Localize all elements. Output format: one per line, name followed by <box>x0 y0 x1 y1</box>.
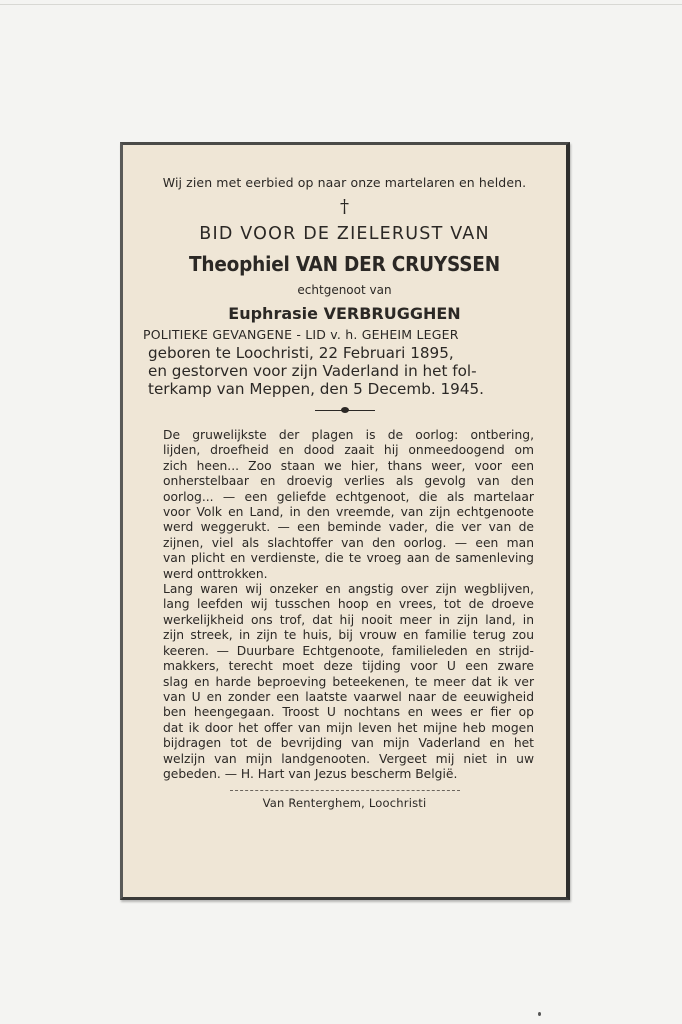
text-line: lang leefden wij tusschen hoop en vrees, tot de droeve <box>163 597 534 612</box>
text-line: lijden, droefheid en dood zaait hij onmeedoogend om <box>163 443 534 458</box>
motto: Wij zien met eerbied op naar onze martelaren en helden. <box>162 175 527 190</box>
printer-credit: Van Renterghem, Loochristi <box>262 796 427 811</box>
spouse-name <box>123 304 566 323</box>
text-line: gebeden. — H. Hart van Jezus bescherm België. <box>163 766 458 781</box>
dust-speck <box>538 1012 541 1016</box>
bio-line: geboren te Loochristi, 22 Februari 1895, <box>148 344 454 362</box>
text-line: De gruwelijkste der plagen is de oorlog: ontbering, <box>163 428 534 442</box>
spouse-last-name: VERBRUGGHEN <box>323 304 461 323</box>
text-line: werd weggerukt. — een beminde vader, die ver van de <box>163 520 534 535</box>
prayer-heading: BID VOOR DE ZIELERUST VAN <box>199 224 490 244</box>
text-line: voor Volk en Land, in den vreemde, van zijn echtgenoote <box>163 505 534 520</box>
text-line: Lang waren wij onzeker en angstig over zijn wegblijven, <box>163 582 534 597</box>
text-line: werd onttrokken. <box>163 566 268 581</box>
role-line: POLITIEKE GEVANGENE - LID v. h. GEHEIM LEGER <box>143 327 459 342</box>
text-line: dat ik door het offer van mijn leven het mijne heb mogen <box>163 720 534 735</box>
text-line: makkers, terecht moet deze tijding voor U een zware <box>163 659 534 674</box>
text-line: welzijn van mijn landgenooten. Vergeet mij niet in uw <box>163 751 534 766</box>
relation-text: echtgenoot van <box>297 283 392 297</box>
cross-icon: † <box>340 196 349 217</box>
text-line: keeren. — Duurbare Echtgenoote, familieleden en strijd- <box>163 643 534 658</box>
text-line: ben heengegaan. Troost U nochtans en wees er fier op <box>163 705 534 720</box>
deceased-name: Theophiel VAN DER CRUYSSEN <box>189 252 500 276</box>
text-line: bijdragen tot de bevrijding van mijn Vaderland en het <box>163 736 534 751</box>
text-line: oorlog... — een geliefde echtgenoot, die als martelaar <box>163 489 534 504</box>
text-line: werkelijkheid ons trof, dat hij nooit meer in zijn land, in <box>163 612 534 627</box>
text-line: zich heen... Zoo staan we hier, thans weer, voor een <box>163 458 534 473</box>
bio-line: terkamp van Meppen, den 5 Decemb. 1945. <box>148 380 484 398</box>
spouse-first-name: Euphrasie <box>228 304 318 323</box>
bio-line: en gestorven voor zijn Vaderland in het fol- <box>148 362 477 380</box>
biography <box>123 344 566 398</box>
text-line: van plicht en verdienste, die te vroeg aan de samenleving <box>163 551 534 566</box>
memorial-text <box>123 428 566 782</box>
scanner-edge-line <box>0 4 682 5</box>
text-line: zijn streek, in zijn te huis, bij vrouw en familie terug zou <box>163 628 534 643</box>
memorial-card <box>120 142 570 900</box>
ornament-divider <box>315 404 375 416</box>
text-line: slag en harde beproeving beteekenen, te meer dat ik ver <box>163 674 534 689</box>
divider-ornament <box>341 407 349 413</box>
text-line: onherstelbaar en droevig verlies als gevolg van den <box>163 474 534 489</box>
text-line: zijnen, viel als slachtoffer van den oorlog. — een man <box>163 535 534 550</box>
printer-rule <box>230 790 460 792</box>
text-line: van U en zonder een laatste vaarwel naar de eeuwigheid <box>163 689 534 704</box>
